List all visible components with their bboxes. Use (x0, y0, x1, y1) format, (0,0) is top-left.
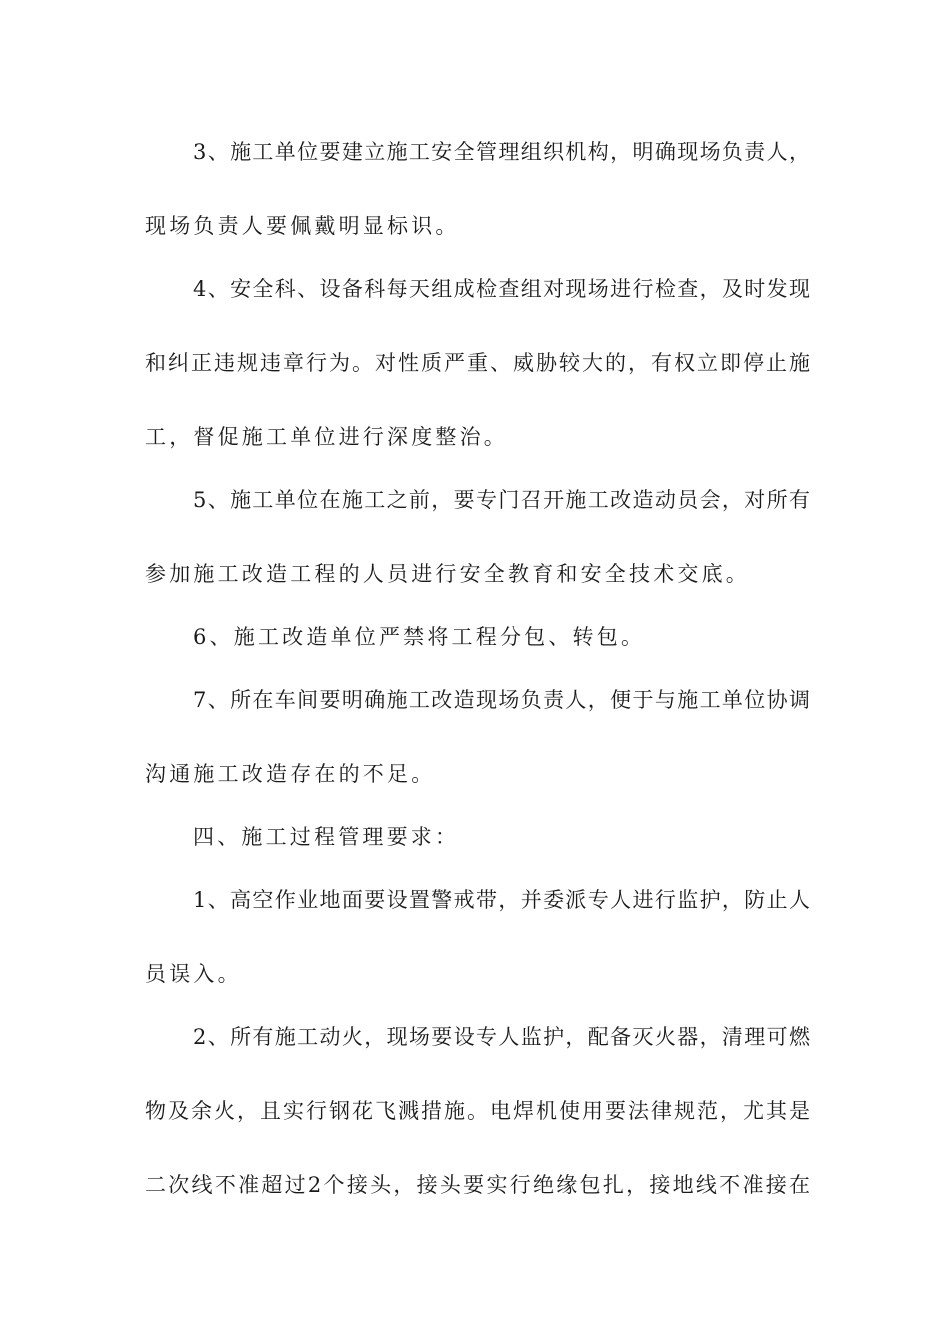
paragraph-4-line-2: 和纠正违规违章行为。对性质严重、威胁较大的，有权立即停止施 (145, 351, 810, 375)
item-1-line-1: 1、高空作业地面要设置警戒带，并委派专人进行监护，防止人 (193, 888, 810, 912)
paragraph-4-line-3: 工，督促施工单位进行深度整治。 (145, 425, 508, 449)
section-heading-4: 四、施工过程管理要求： (193, 825, 460, 849)
item-2-line-2: 物及余火，且实行钢花飞溅措施。电焊机使用要法律规范，尤其是 (145, 1099, 810, 1123)
paragraph-7-line-2: 沟通施工改造存在的不足。 (145, 762, 436, 786)
paragraph-3-line-1: 3、施工单位要建立施工安全管理组织机构，明确现场负责人， (193, 140, 810, 164)
paragraph-5-line-1: 5、施工单位在施工之前，要专门召开施工改造动员会，对所有 (193, 488, 810, 512)
item-2-line-1: 2、所有施工动火，现场要设专人监护，配备灭火器，清理可燃 (193, 1025, 810, 1049)
item-1-line-2: 员误入。 (145, 962, 242, 986)
paragraph-7-line-1: 7、所在车间要明确施工改造现场负责人，便于与施工单位协调 (193, 688, 810, 712)
paragraph-3-line-2: 现场负责人要佩戴明显标识。 (145, 214, 460, 238)
item-2-line-3: 二次线不准超过2个接头，接头要实行绝缘包扎，接地线不准接在 (145, 1173, 810, 1197)
paragraph-5-line-2: 参加施工改造工程的人员进行安全教育和安全技术交底。 (145, 562, 750, 586)
paragraph-4-line-1: 4、安全科、设备科每天组成检查组对现场进行检查，及时发现 (193, 277, 810, 301)
paragraph-6-line-1: 6、施工改造单位严禁将工程分包、转包。 (193, 625, 646, 649)
